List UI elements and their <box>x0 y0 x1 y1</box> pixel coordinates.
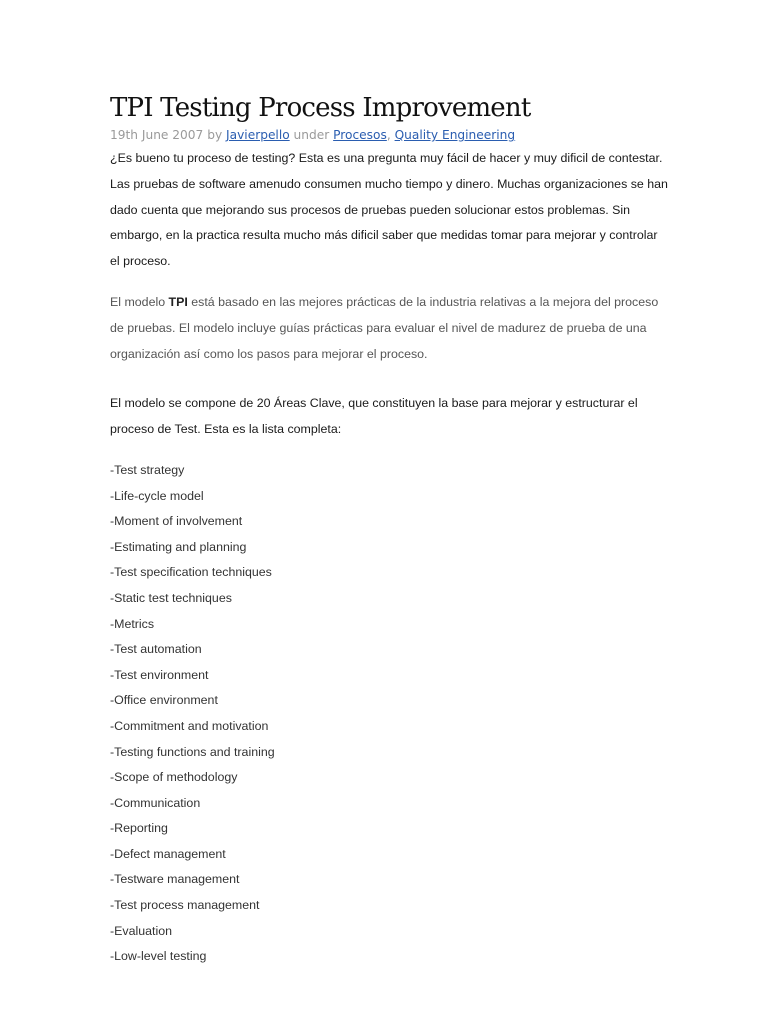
list-item: -Test process management <box>110 898 260 913</box>
post-meta <box>110 127 670 143</box>
post-date: 19th June 2007 <box>110 128 204 142</box>
list-item: -Test specification techniques <box>110 565 272 580</box>
meta-separator: , <box>386 128 391 142</box>
list-item: -Defect management <box>110 846 226 861</box>
list-item: -Testware management <box>110 872 240 887</box>
list-item: -Test automation <box>110 642 202 657</box>
list-item: -Commitment and motivation <box>110 718 269 733</box>
list-item: -Reporting <box>110 821 168 836</box>
list-item: -Moment of involvement <box>110 514 243 529</box>
meta-under: under <box>293 128 330 142</box>
category-link-procesos[interactable]: Procesos <box>333 128 387 142</box>
post-title: TPI Testing Process Improvement <box>110 93 531 123</box>
category-link-quality-engineering[interactable]: Quality Engineering <box>394 128 516 142</box>
tpi-model-paragraph <box>110 290 670 367</box>
list-item: -Test strategy <box>110 462 185 477</box>
tpi-paragraph-body: está basado en las mejores prácticas de la industria relativas a la mejora del proceso de pruebas. El modelo incluye guías prácticas para evaluar el nivel de madurez de prueba de una organización así como los pasos para mejorar el proceso. <box>110 294 659 361</box>
tpi-acronym: TPI <box>168 294 188 309</box>
key-areas-list <box>110 458 670 970</box>
meta-by: by <box>207 128 223 142</box>
list-item: -Static test techniques <box>110 590 232 605</box>
list-item: -Scope of methodology <box>110 770 238 785</box>
author-link[interactable]: Javierpello <box>226 128 290 142</box>
list-item: -Communication <box>110 795 201 810</box>
list-item: -Low-level testing <box>110 949 207 964</box>
blog-post <box>110 90 670 970</box>
list-item: -Office environment <box>110 693 218 708</box>
list-item: -Test environment <box>110 667 209 682</box>
list-item: -Evaluation <box>110 923 172 938</box>
list-item: -Metrics <box>110 616 155 631</box>
list-item: -Testing functions and training <box>110 744 275 759</box>
list-item: -Estimating and planning <box>110 539 247 554</box>
tpi-paragraph-lead: El modelo <box>110 294 169 309</box>
list-item: -Life-cycle model <box>110 488 204 503</box>
intro-paragraph: ¿Es bueno tu proceso de testing? Esta es una pregunta muy fácil de hacer y muy dificil de contestar. Las pruebas de software amenudo consumen mucho tiempo y dinero. Muchas organizaciones se han dado cuenta que mejorando sus procesos de pruebas pueden solucionar estos problemas. Sin embargo, en la practica resulta mucho más dificil saber que medidas tomar para mejorar y controlar el proceso. <box>110 151 668 269</box>
key-areas-intro-paragraph: El modelo se compone de 20 Áreas Clave, que constituyen la base para mejorar y estructurar el proceso de Test. Esta es la lista completa: <box>110 396 638 437</box>
